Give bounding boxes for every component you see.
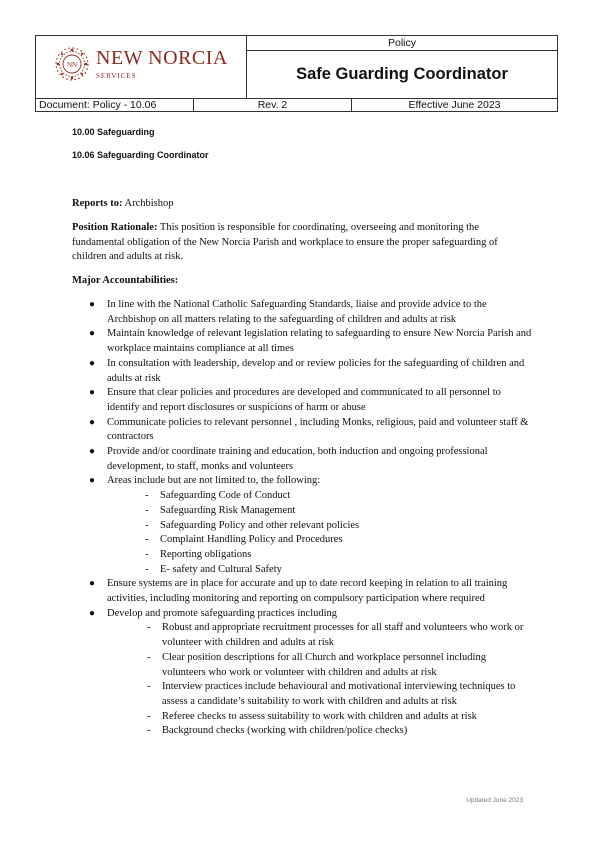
meta-row <box>36 98 557 112</box>
position-rationale <box>72 221 532 265</box>
logo-subtitle: SERVICES <box>96 72 137 80</box>
reports-to <box>72 197 532 212</box>
sub-list-item: - Background checks (working with children/police checks) <box>147 725 408 737</box>
reports-to-label: Reports to: <box>72 198 123 209</box>
document-title: Safe Guarding Coordinator <box>296 65 508 83</box>
logo-name: NEW NORCIA <box>96 47 228 69</box>
areas-sublist <box>107 489 532 577</box>
revision: Rev. 2 <box>194 99 352 112</box>
list-item: ● In consultation with leadership, develop and or review policies for the safeguarding of children and adults at risk <box>89 357 525 384</box>
list-item: ● Areas include but are not limited to, the following: - Safeguarding Code of Conduct - Safeguarding Risk Management - Safeguarding Policy and other relevant policies - Complaint Handling Policy and Procedures - Reporting obligations - E- safety and Cultural Safety <box>72 474 532 577</box>
list-item: ● Provide and/or coordinate training and education, both induction and ongoing professional development, to staff, monks and volunteers <box>89 446 488 472</box>
svg-text:NN: NN <box>66 61 78 69</box>
list-item: ● Maintain knowledge of relevant legislation relating to safeguarding to ensure New Norcia Parish and workplace maintains compliance at all times <box>89 328 532 355</box>
footer-updated: Updated June 2023 <box>466 797 523 804</box>
section-heading-secondary: 10.06 Safeguarding Coordinator <box>72 150 209 160</box>
accountabilities-heading: Major Accountabilities: <box>72 275 179 286</box>
list-item: ● Ensure systems are in place for accurate and up to date record keeping in relation to all training activities, including monitoring and reporting on compulsory participation where required <box>89 578 508 605</box>
document-number: Document: Policy - 10.06 <box>36 99 194 112</box>
sub-list-item: - Interview practices include behavioural and motivational interviewing techniques to assess a candidate’s suitability to work with children and adults at risk <box>147 681 516 707</box>
policy-label: Policy <box>247 36 557 51</box>
sub-list-item: - Safeguarding Code of Conduct <box>145 490 291 502</box>
accountabilities-list <box>72 298 532 739</box>
crest-icon <box>54 46 90 82</box>
list-item: ● In line with the National Catholic Safeguarding Standards, liaise and provide advice to the Archbishop on all matters relating to the safeguarding of children and adults at risk <box>89 299 487 325</box>
document-header <box>35 35 558 112</box>
sub-list-item: - Safeguarding Policy and other relevant policies <box>145 519 360 531</box>
section-heading-primary: 10.00 Safeguarding <box>72 127 155 137</box>
sub-list-item: - Reporting obligations <box>145 548 252 560</box>
sub-list-item: - Referee checks to assess suitability to work with children and adults at risk <box>147 710 477 722</box>
logo-cell <box>36 36 247 98</box>
sub-list-item: - E- safety and Cultural Safety <box>145 563 282 575</box>
list-item: ● Communicate policies to relevant personnel , including Monks, religious, paid and volunteer staff & contractors <box>89 416 529 443</box>
rationale-label: Position Rationale: <box>72 222 158 233</box>
sub-list-item: - Complaint Handling Policy and Procedures <box>145 534 343 546</box>
sub-list-item: - Safeguarding Risk Management <box>145 504 296 516</box>
effective-date: Effective June 2023 <box>408 99 501 111</box>
sub-list-item: - Clear position descriptions for all Church and workplace personnel including volunteers who work or volunteer with children and adults at risk <box>147 651 486 678</box>
new-norcia-logo <box>54 44 234 88</box>
sub-list-item: - Robust and appropriate recruitment processes for all staff and volunteers who work or volunteer with children and adults at risk <box>147 622 524 649</box>
list-item: ● Develop and promote safeguarding practices including - Robust and appropriate recruitment processes for all staff and volunteers who work or volunteer with children and adults at risk - Clear position descriptions for all Church and workplace personnel including volunteers who work or volunteer with children and adults at risk - Interview practices include behavioural and motivational interviewing techniques to assess a candidate’s suitability to work with children and adults at risk - Referee checks to assess suitability to work with children and adults at risk - Background checks (working with children/police checks) <box>72 607 532 739</box>
list-item: ● Ensure that clear policies and procedures are developed and communicated to all personnel to identify and report disclosures or suspicions of harm or abuse <box>89 387 501 413</box>
reports-to-value: Archbishop <box>122 198 174 209</box>
rationale-text: This position is responsible for coordinating, overseeing and monitoring the fundamental obligation of the New Norcia Parish and workplace to ensure the proper safeguarding of children and adults at risk. <box>72 222 498 262</box>
practices-sublist <box>107 621 532 739</box>
